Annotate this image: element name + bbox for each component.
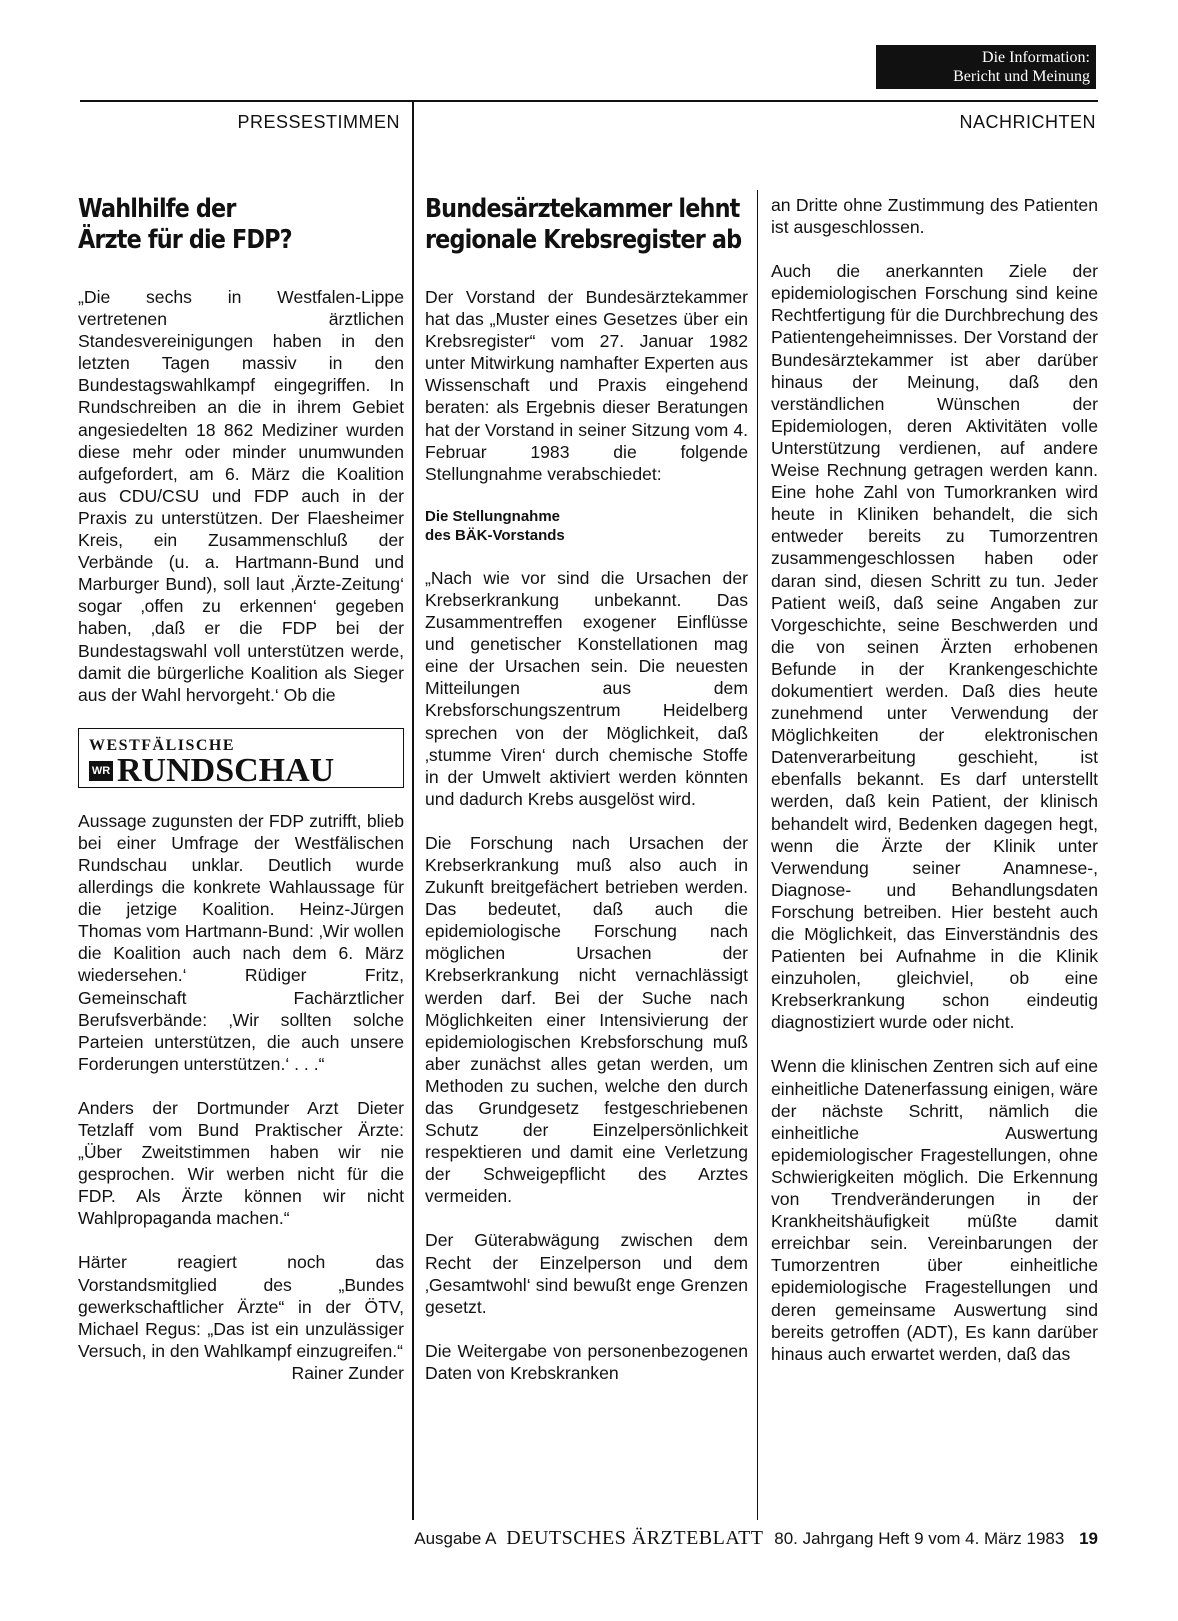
author-signature: Rainer Zunder: [291, 1362, 404, 1383]
press-paragraph-3: Anders der Dortmunder Arzt Dieter Tetzlaff vom Bund Praktischer Ärzte: „Über Zweitstimmen haben wir nie gesprochen. Wir werben nicht für die FDP. Als Ärzte können wir nicht Wahlpropaganda machen.“: [78, 1097, 404, 1229]
news-paragraph-3: Die Forschung nach Ursachen der Krebserkrankung muß also auch in Zukunft breitgefächert betrieben werden. Das bedeutet, daß auch die epidemiologische Forschung nach möglichen Ursachen der Krebserkrankung nicht vernachlässigt werden darf. Bei der Suche nach Möglichkeiten einer Intensivierung der epidemiologischen Krebsforschung muß aber zunächst alles getan werden, um Methoden zu suchen, welche den durch das Grundgesetz festgeschriebenen Schutz der Einzelpersönlichkeit respektieren und damit eine Verletzung der Schweigepflicht des Arztes vermeiden.: [425, 832, 748, 1207]
news-headline-line-2: regionale Krebsregister ab: [425, 225, 742, 255]
news-paragraph-2: „Nach wie vor sind die Ursachen der Krebserkrankung unbekannt. Das Zusammentreffen exogener Einflüsse und genetischer Konstellationen mag eine der Ursachen sein. Die neuesten Mitteilungen aus dem Krebsforschungszentrum Heidelberg sprechen von der Möglichkeit, daß ‚stumme Viren‘ durch chemische Stoffe in der Umwelt aktiviert werden könnten und dadurch Krebs ausgelöst wird.: [425, 567, 748, 809]
news-paragraph-4: Der Güterabwägung zwischen dem Recht der Einzelperson und dem ‚Gesamtwohl‘ sind bewußt enge Grenzen gesetzt.: [425, 1230, 748, 1317]
news-column-2: [771, 194, 1098, 1365]
news-headline: [425, 194, 747, 256]
page-number: 19: [1079, 1529, 1098, 1548]
press-paragraph-1: „Die sechs in Westfalen-Lippe vertretenen ärztlichen Standesvereinigungen haben in den letzten Tagen massiv in den Bundestagswahlkampf eingegriffen. In Rundschreiben an die in ihrem Gebiet angesiedelten 18 862 Mediziner wurden diese mehr oder minder unumwunden aufgefordert, am 6. März die Koalition aus CDU/CSU und FDP auch in der Praxis zu unterstützen. Der Flaesheimer Kreis, ein Zusammenschluß der Verbände (u. a. Hartmann-Bund und Marburger Bund), soll laut ‚Ärzte-Zeitung‘ sogar ‚offen zu erkennen‘ gegeben haben, ‚daß er die FDP bei der Bundestagswahl voll unterstützen werde, damit die bürgerliche Koalition als Sieger aus der Wahl hervorgeht.‘ Ob die: [78, 287, 404, 705]
news-col3-paragraph-1: an Dritte ohne Zustimmung des Patienten ist ausgeschlossen.: [771, 195, 1098, 238]
westfaelische-rundschau-logo: [78, 728, 404, 788]
press-column: [78, 194, 404, 1406]
logo-subtitle: WESTFÄLISCHE: [89, 736, 236, 754]
column-divider-secondary: [757, 190, 758, 1520]
news-column-1: [425, 194, 748, 1384]
news-paragraph-1: Der Vorstand der Bundesärztekammer hat das „Muster eines Gesetzes über ein Krebsregister“ vom 27. Januar 1982 unter Mitwirkung namhafter Experten aus Wissenschaft und Praxis eingehend beraten: als Ergebnis dieser Beratungen hat der Vorstand in seiner Sitzung vom 4. Februar 1983 die folgende Stellungnahme verabschiedet:: [425, 287, 748, 484]
section-label-pressestimmen: PRESSESTIMMEN: [237, 112, 400, 132]
logo-title: RUNDSCHAU: [117, 751, 335, 789]
press-headline-line-1: Wahlhilfe der: [78, 194, 236, 224]
column-divider-main: [412, 100, 414, 1520]
footer-magazine: DEUTSCHES ÄRZTEBLATT: [506, 1527, 764, 1549]
section-badge: [876, 45, 1096, 89]
section-label-nachrichten: NACHRICHTEN: [959, 112, 1096, 132]
badge-line-2: Bericht und Meinung: [953, 68, 1090, 85]
subheading-line-1: Die Stellungnahme: [425, 507, 561, 525]
page-footer: [0, 1527, 1098, 1550]
press-paragraph-4: Härter reagiert noch das Vorstandsmitglied des „Bundes gewerkschaftlicher Ärzte“ in der ÖTV, Michael Regus: „Das ist ein unzulässiger Versuch, in den Wahlkampf einzugreifen.“: [78, 1252, 404, 1361]
footer-edition: Ausgabe A: [414, 1529, 496, 1548]
footer-issue: 80. Jahrgang Heft 9 vom 4. März 1983: [774, 1529, 1065, 1548]
news-paragraph-5: Die Weitergabe von personenbezogenen Daten von Krebskranken: [425, 1340, 748, 1383]
logo-wr-mark: WR: [89, 761, 113, 781]
press-headline: [78, 194, 403, 256]
news-headline-line-1: Bundesärztekammer lehnt: [425, 194, 740, 224]
news-subheading: [425, 507, 748, 545]
top-rule: [80, 100, 1098, 102]
news-col3-paragraph-3: Wenn die klinischen Zentren sich auf eine einheitliche Datenerfassung einigen, wäre der nächste Schritt, nämlich die einheitliche Auswertung epidemiologischer Fragestellungen, ohne Schwierigkeiten möglich. Die Erkennung von Trendveränderungen in der Krankheitshäufigkeit müßte damit erreichbar sein. Vereinbarungen der Tumorzentren über einheitliche epidemiologische Fragestellungen und deren gemeinsame Auswertung sind bereits getroffen (ADT), Es kann darüber hinaus auch erwartet werden, daß das: [771, 1056, 1098, 1364]
subheading-line-2: des BÄK-Vorstands: [425, 526, 565, 544]
press-paragraph-2: Aussage zugunsten der FDP zutrifft, blieb bei einer Umfrage der Westfälischen Rundschau unklar. Deutlich wurde allerdings die konkrete Wahlaussage für die jetzige Koalition. Heinz-Jürgen Thomas vom Hartmann-Bund: ‚Wir wollen die Koalition auch nach dem 6. März wiedersehen.‘ Rüdiger Fritz, Gemeinschaft Fachärztlicher Berufsverbände: ‚Wir sollten solche Parteien unterstützen, die auch unsere Forderungen unterstützen.‘ . . .“: [78, 810, 404, 1074]
news-col3-paragraph-2: Auch die anerkannten Ziele der epidemiologischen Forschung sind keine Rechtfertigung für die Durchbrechung des Patientengeheimnisses. Der Vorstand der Bundesärztekammer ist aber darüber hinaus der Meinung, daß den verständlichen Wünschen der Epidemiologen, deren Aktivitäten volle Unterstützung verdienen, auf andere Weise Rechnung getragen werden kann. Eine hohe Zahl von Tumorkranken wird heute in Kliniken behandelt, die sich entweder bereits zu Tumorzentren zusammengeschlossen haben oder daran sind, diesen Schritt zu tun. Jeder Patient weiß, daß seine Angaben zur Vorgeschichte, seine Beschwerden und die von seinen Ärzten erhobenen Befunde in der Krankengeschichte dokumentiert werden. Daß dies heute zunehmend unter Verwendung der Möglichkeiten der elektronischen Datenverarbeitung geschieht, ist ebenfalls bekannt. Es darf unterstellt werden, daß kein Patient, der klinisch behandelt wird, Bedenken dagegen hegt, wenn die Ärzte der Klinik unter Verwendung seiner Anamnese-, Diagnose- und Behandlungsdaten Forschung betreiben. Hier besteht auch die Möglichkeit, das Einverständnis des Patienten bei Aufnahme in die Klinik einzuholen, gleichviel, ob eine Krebserkrankung schon eindeutig diagnostiziert wurde oder nicht.: [771, 261, 1098, 1033]
press-headline-line-2: Ärzte für die FDP?: [78, 225, 292, 255]
badge-line-1: Die Information:: [982, 49, 1090, 66]
